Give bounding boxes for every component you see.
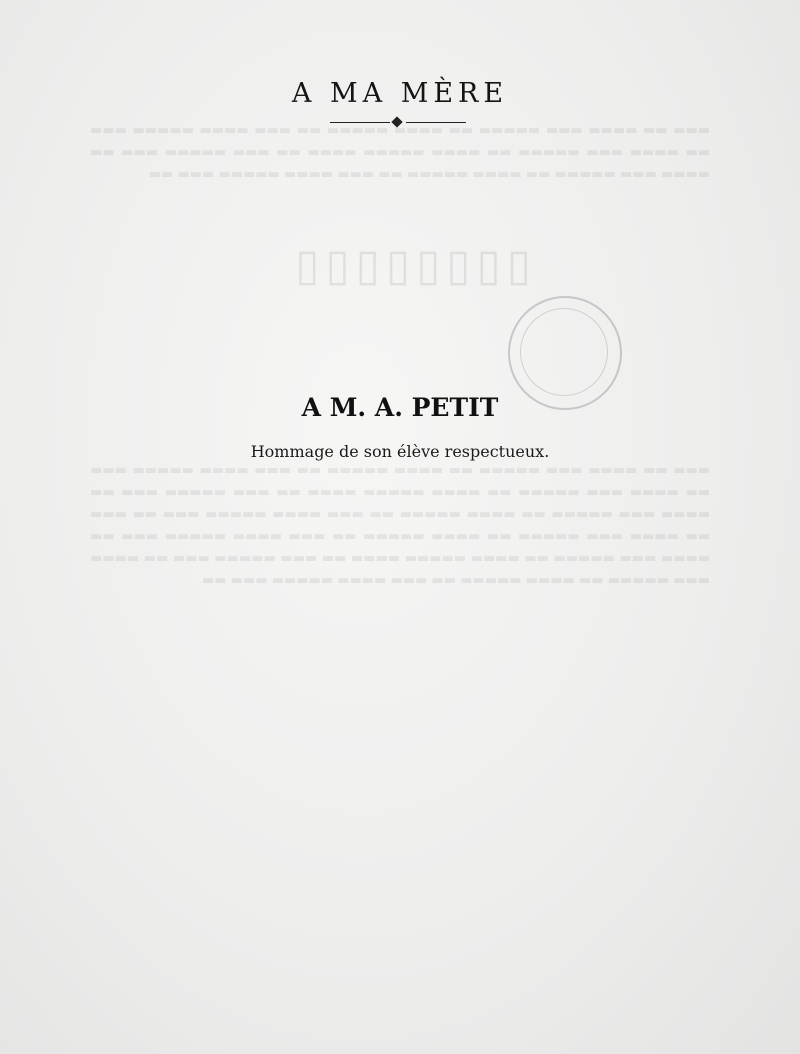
page-title: A MA MÈRE xyxy=(291,78,509,109)
dedicatee-heading: A M. A. PETIT xyxy=(301,393,499,422)
diamond-rule-ornament-icon xyxy=(330,114,466,132)
show-through-heading: ▯▯▯▯▯▯▯▯ xyxy=(289,240,531,291)
show-through-text-block: ▬▬▬ ▬▬ ▬▬▬▬ ▬▬▬ ▬▬▬▬▬ ▬▬ ▬▬▬▬ ▬▬▬▬▬ ▬▬ ▬▬▬ ▬▬▬▬ ▬▬▬▬▬ ▬▬▬ ▬▬ ▬▬▬▬ ▬▬▬ ▬▬▬▬▬ ▬▬ ▬▬▬▬ ▬▬▬▬▬ ▬▬▬▬ ▬▬ ▬▬▬ ▬▬▬▬▬ ▬▬▬ ▬▬ ▬▬▬▬ ▬▬▬ ▬▬▬▬▬ ▬▬ ▬▬▬▬ ▬▬▬▬▬ ▬▬ ▬▬▬ ▬▬▬▬ ▬▬▬▬▬ ▬▬▬ ▬▬ xyxy=(90,123,710,182)
show-through-text-block-lower: ▬▬▬ ▬▬ ▬▬▬▬ ▬▬▬ ▬▬▬▬▬ ▬▬ ▬▬▬▬ ▬▬▬▬▬ ▬▬ ▬▬▬ ▬▬▬▬ ▬▬▬▬▬ ▬▬▬ ▬▬ ▬▬▬▬ ▬▬▬ ▬▬▬▬▬ ▬▬ ▬▬▬▬ ▬▬▬▬▬ ▬▬▬▬ ▬▬ ▬▬▬ ▬▬▬▬▬ ▬▬▬ ▬▬ ▬▬▬▬ ▬▬▬ ▬▬▬▬▬ ▬▬ ▬▬▬▬ ▬▬▬▬▬ ▬▬ ▬▬▬ ▬▬▬▬ ▬▬▬▬▬ ▬▬▬ ▬▬ ▬▬▬ ▬▬ ▬▬▬▬ ▬▬▬ ▬▬▬▬▬ ▬▬ ▬▬▬▬ ▬▬▬▬▬ ▬▬ ▬▬▬ ▬▬▬▬ ▬▬▬▬▬ ▬▬▬ ▬▬ ▬▬▬▬ ▬▬▬ ▬▬▬▬▬ ▬▬ ▬▬▬▬ ▬▬▬▬▬ ▬▬▬▬ ▬▬ ▬▬▬ ▬▬▬▬▬ ▬▬▬ ▬▬ ▬▬▬▬ ▬▬▬ ▬▬▬▬▬ ▬▬ ▬▬▬▬ ▬▬▬▬▬ ▬▬ ▬▬▬ ▬▬▬▬ ▬▬▬▬▬ ▬▬▬ ▬▬ xyxy=(90,463,710,588)
dedication-line: Hommage de son élève respectueux. xyxy=(250,442,550,461)
